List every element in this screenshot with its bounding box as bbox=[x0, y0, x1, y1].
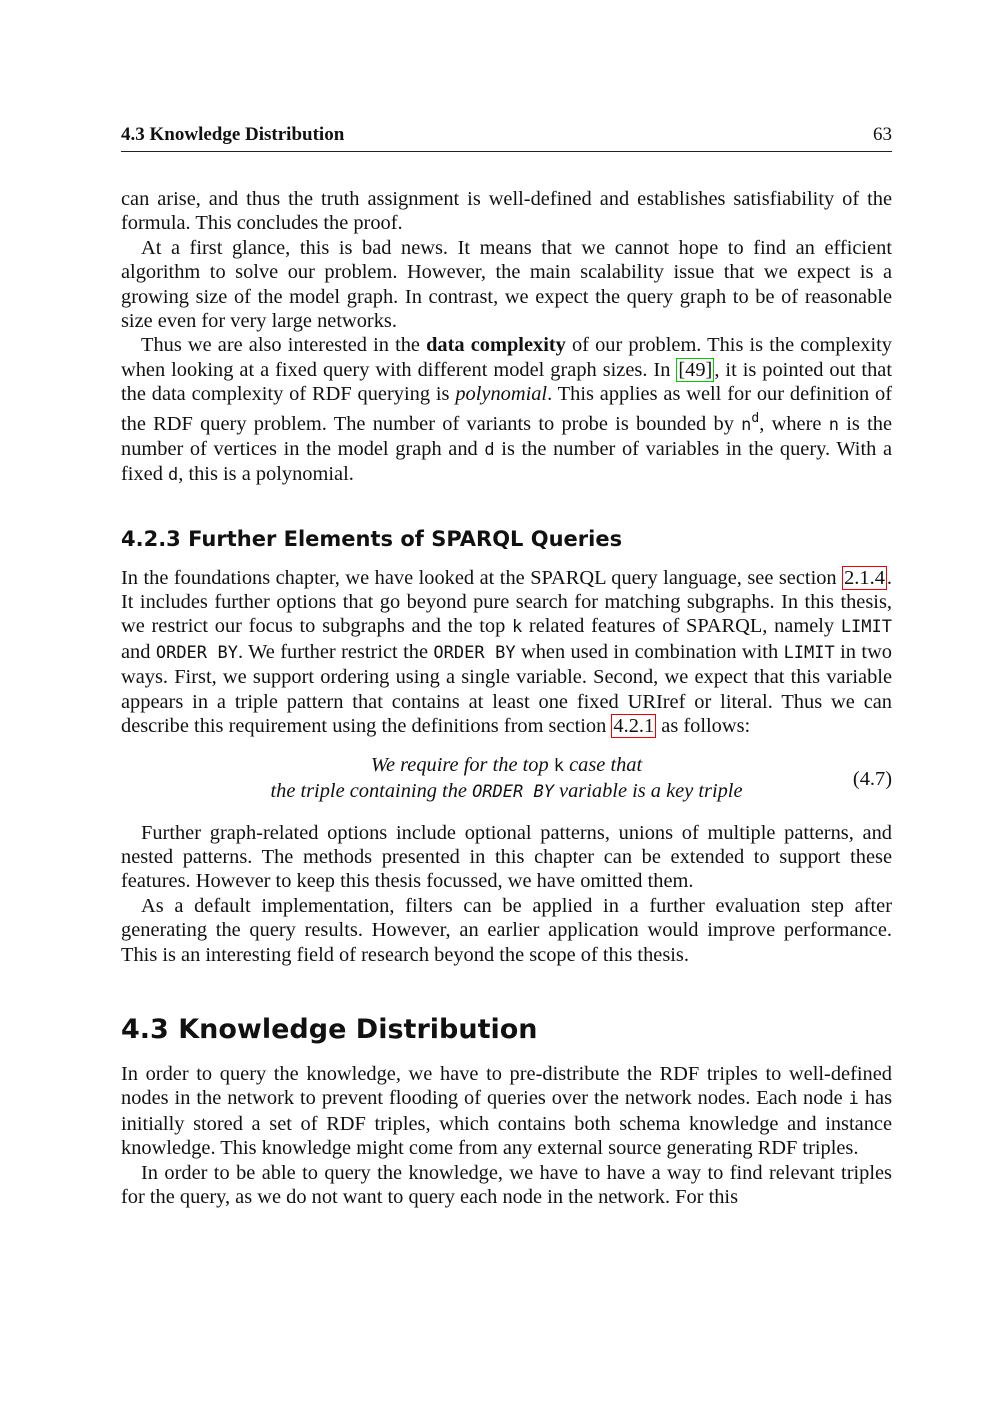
paragraph bbox=[121, 894, 892, 967]
text-run: is the number of vertices in the model graph and bbox=[121, 412, 892, 460]
text-run: of our problem. This is the complexity when looking at a fixed query with different model graph sizes. In bbox=[121, 334, 892, 381]
equation-line bbox=[121, 753, 892, 779]
math-superscript: d bbox=[751, 410, 760, 426]
paragraph-text: At a first glance, this is bad news. It means that we cannot hope to find an efficient algorithm to solve our problem. However, the main scalability issue that we expect is a growing size of the model graph. In contrast, we expect the query graph to be of reasonable size even for very large networks. bbox=[121, 236, 892, 333]
text-run: . We further restrict the bbox=[238, 640, 434, 663]
text-run: in two ways. First, we support ordering using a single variable. Second, we expect that this variable appears in a triple pattern that contains at least one fixed URIref or literal. Thus we can describe this requirement using the definitions from section bbox=[121, 640, 892, 738]
text-run: , where bbox=[759, 412, 829, 435]
paragraph bbox=[121, 1062, 892, 1161]
text-run: We require for the top bbox=[370, 753, 554, 776]
page-number: 63 bbox=[873, 124, 892, 145]
text-run: In order to query the knowledge, we have to pre-distribute the RDF triples to well-defined nodes in the network to prevent flooding of queries over the network nodes. Each node bbox=[121, 1062, 892, 1110]
citation-link[interactable]: [49] bbox=[678, 358, 713, 381]
math-variable: k bbox=[511, 617, 523, 638]
code-keyword: ORDER BY bbox=[433, 642, 516, 663]
code-keyword: ORDER BY bbox=[155, 642, 239, 663]
running-header-title: 4.3 Knowledge Distribution bbox=[121, 124, 345, 145]
text-run: and bbox=[121, 640, 156, 663]
section-heading-4-3: 4.3 Knowledge Distribution bbox=[121, 1013, 538, 1045]
text-run: has initially stored a set of RDF triples, which contains both schema knowledge and instance knowledge. This knowledge might come from any external source generating RDF triples. bbox=[121, 1087, 893, 1160]
math-variable: n bbox=[828, 414, 839, 435]
italic-term: polynomial bbox=[455, 383, 548, 406]
math-variable: n bbox=[741, 414, 752, 435]
section-link[interactable]: 4.2.1 bbox=[613, 715, 655, 738]
math-variable: i bbox=[848, 1089, 859, 1110]
math-variable: d bbox=[168, 465, 179, 486]
bold-term: data complexity bbox=[426, 334, 566, 357]
math-variable: d bbox=[484, 439, 495, 460]
equation-4-7 bbox=[121, 753, 892, 809]
text-run: In the foundations chapter, we have looked at the SPARQL query language, see section bbox=[121, 566, 843, 589]
text-run: variable is a key triple bbox=[553, 779, 743, 802]
paragraph bbox=[121, 821, 892, 894]
code-keyword: LIMIT bbox=[783, 642, 835, 663]
text-run: case that bbox=[564, 753, 643, 776]
paragraph bbox=[121, 1161, 892, 1210]
page-content bbox=[121, 187, 892, 1209]
text-run: , this is a polynomial. bbox=[178, 463, 354, 486]
paragraph bbox=[121, 187, 892, 236]
paragraph-data-complexity bbox=[121, 333, 892, 487]
paragraph bbox=[121, 236, 892, 334]
code-keyword: LIMIT bbox=[840, 617, 892, 638]
paragraph-text: In order to be able to query the knowledge, we have to have a way to find relevant triples for the query, as we do not want to query each node in the network. For this bbox=[121, 1161, 892, 1208]
section-link[interactable]: 2.1.4 bbox=[844, 566, 885, 589]
text-run: . This applies as well for our definition of the RDF query problem. The number of variants to probe is bounded by bbox=[121, 383, 892, 435]
running-header bbox=[121, 124, 892, 152]
code-keyword: ORDER BY bbox=[472, 781, 554, 802]
paragraph-sparql bbox=[121, 566, 892, 739]
paragraph-text: can arise, and thus the truth assignment is well-defined and establishes satisfiability of the formula. This concludes the proof. bbox=[121, 188, 892, 235]
text-run: related features of SPARQL, namely bbox=[522, 615, 841, 638]
equation-line bbox=[121, 779, 892, 805]
paragraph-text: As a default implementation, filters can be applied in a further evaluation step after generating the query results. However, an earlier application would improve performance. This is an interesting field of research beyond the scope of this thesis. bbox=[121, 894, 892, 966]
text-run: when used in combination with bbox=[515, 640, 784, 663]
text-run: the triple containing the bbox=[270, 779, 473, 802]
equation-number: (4.7) bbox=[852, 767, 892, 790]
section-heading-4-2-3: 4.2.3 Further Elements of SPARQL Queries bbox=[121, 526, 623, 551]
text-run: , it is pointed out that the data complexity of RDF querying is bbox=[121, 358, 893, 406]
text-run: is the number of variables in the query. With a fixed bbox=[121, 437, 893, 486]
text-run: Thus we are also interested in the bbox=[141, 334, 427, 357]
paragraph-text: Further graph-related options include optional patterns, unions of multiple patterns, and nested patterns. The methods presented in this chapter can be extended to support these features. However to keep this thesis focussed, we have omitted them. bbox=[121, 821, 892, 893]
text-run: as follows: bbox=[656, 715, 751, 738]
math-variable: k bbox=[553, 755, 565, 776]
text-run: . It includes further options that go beyond pure search for matching subgraphs. In this thesis, we restrict our focus to subgraphs and the top bbox=[121, 566, 892, 638]
